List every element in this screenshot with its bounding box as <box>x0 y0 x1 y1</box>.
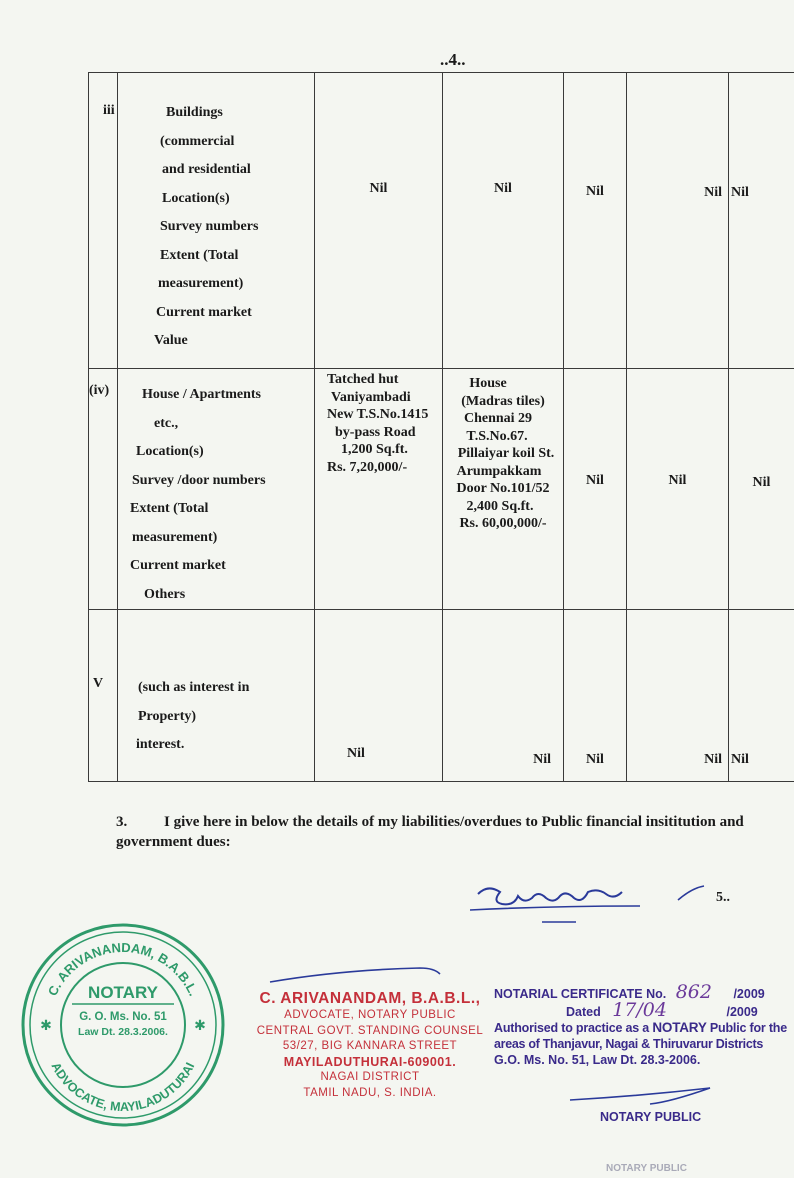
svg-text:Law Dt. 28.3.2006.: Law Dt. 28.3.2006. <box>78 1026 168 1038</box>
nil-cell: Nil <box>729 369 794 610</box>
nil-cell: Nil <box>564 73 627 369</box>
nil-cell: Nil <box>564 610 627 782</box>
nil-cell: Nil <box>315 610 443 782</box>
next-page-marker: 5.. <box>716 890 730 905</box>
table-row <box>89 610 794 782</box>
advocate-signature <box>268 962 448 986</box>
page-number: ..4.. <box>440 50 466 69</box>
signature <box>470 880 710 930</box>
nil-cell: Nil <box>627 73 729 369</box>
table-row <box>89 73 794 369</box>
table-row <box>89 369 794 610</box>
liabilities-paragraph: 3. I give here in below the details of my liabilities/overdues to Public financial insititution and government dues: <box>116 814 744 850</box>
nil-cell: Nil <box>443 73 564 369</box>
notary-signature <box>568 1082 728 1108</box>
svg-text:NOTARY: NOTARY <box>88 983 158 1002</box>
row-description: House / Apartments etc., Location(s) Survey /door numbers Extent (Total measurement) Current market Others <box>118 369 315 610</box>
svg-text:ADVOCATE, MAYILADUTURAI: ADVOCATE, MAYILADUTURAI <box>48 1060 198 1115</box>
nil-cell: Nil <box>627 610 729 782</box>
svg-text:G. O. Ms. No. 51: G. O. Ms. No. 51 <box>79 1011 167 1023</box>
notary-seal <box>20 922 226 1128</box>
nil-cell: Nil <box>315 73 443 369</box>
row-description: (such as interest in Property) interest. <box>118 610 315 782</box>
svg-text:✱: ✱ <box>194 1018 206 1034</box>
nil-cell: Nil <box>729 73 794 369</box>
assets-table <box>88 72 794 782</box>
svg-text:C. ARIVANANDAM, B.A.B.L.: C. ARIVANANDAM, B.A.B.L. <box>44 939 202 999</box>
row-number: V <box>89 610 118 782</box>
faint-footer: NOTARY PUBLIC <box>606 1163 687 1174</box>
row-number: iii <box>89 73 118 369</box>
notary-public-title: NOTARY PUBLIC <box>600 1110 702 1124</box>
property-cell: Tatched hut Vaniyambadi New T.S.No.1415 by-pass Road 1,200 Sq.ft. Rs. 7,20,000/- <box>315 369 443 610</box>
nil-cell: Nil <box>443 610 564 782</box>
nil-cell: Nil <box>564 369 627 610</box>
advocate-stamp: C. ARIVANANDAM, B.A.B.L., ADVOCATE, NOTARY PUBLIC CENTRAL GOVT. STANDING COUNSEL 53/27, BIG KANNARA STREET MAYILADUTHURAI-609001. NAGAI DISTRICT TAMIL NADU, S. INDIA. <box>256 990 484 1099</box>
row-number: (iv) <box>89 369 118 610</box>
row-description: Buildings (commercial and residential Location(s) Survey numbers Extent (Total measurement) Current market Value <box>118 73 315 369</box>
svg-text:✱: ✱ <box>40 1018 52 1034</box>
notary-certificate-stamp: NOTARIAL CERTIFICATE No. 862 /2009 Dated 17/04 /2009 Authorised to practice as a NOTARY Public for the areas of Thanjavur, Nagai & Thiruvarur Districts G.O. Ms. No. 51, Law Dt. 28.3-2006. <box>494 981 787 1067</box>
nil-cell: Nil <box>729 610 794 782</box>
nil-cell: Nil <box>627 369 729 610</box>
property-cell: House (Madras tiles) Chennai 29 T.S.No.67. Pillaiyar koil St. Arumpakkam Door No.101/52 2,400 Sq.ft. Rs. 60,00,000/- <box>443 369 564 610</box>
